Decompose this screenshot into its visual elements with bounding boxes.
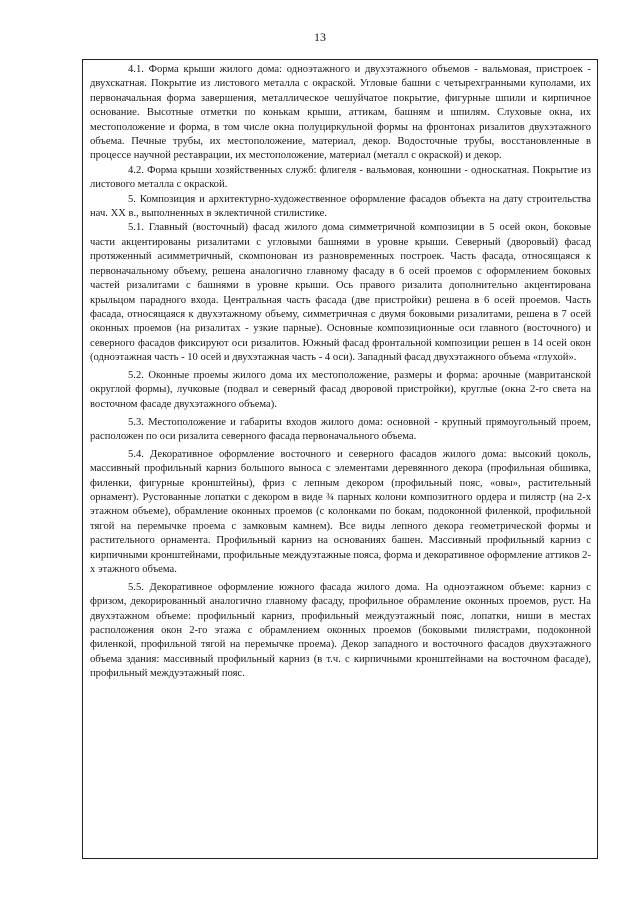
paragraph-roof-main-house: 4.1. Форма крыши жилого дома: одноэтажного и двухэтажного объемов - вальмовая, пристроек - двухскатная. Покрытие из листового металла с окраской. Угловые башни с четырехгранными куполами, их первоначальная форма завершения, металлическое чешуйчатое покрытие, фигурные шпили и кирпичное основание. Высотные отметки по конькам крыши, аттикам, башням и шпилям. Слуховые окна, их местоположение и форма, в том числе окна полуциркульной формы на фронтонах ризалитов двухэтажного объема. Печные трубы, их местоположение, материал, декор. Водосточные трубы, восстановленные в процессе научной реставрации, их местоположение, материал (металл с окраской) и декор.: [90, 64, 591, 162]
paragraph-main-facade: 5.1. Главный (восточный) фасад жилого дома симметричной композиции в 5 осей окон, боковые части акцентированы ризалитами с угловыми башнями в уровне крыши. Северный (дворовый) фасад протяженный асимметричный, скомпонован из разновременных построек. Часть фасада, относящаяся к первоначальному объему, решена аналогично главному фасаду в 6 осей проемов с оформлением боковых частей ризалитами с башнями в уровне крыши. Ось правого ризалита дополнительно акцентирована крыльцом парадного входа. Центральная часть фасада (две пристройки) решена в 6 осей проемов. Часть фасада, относящаяся к двухэтажному объему, симметричная с двумя боковыми ризалитами, решена в 7 осей оконных проемов (на ризалитах - узкие парные). Основные композиционные оси главного (восточного) и северного фасадов фиксируют оси ризалитов. Южный фасад фронтальной композиции решен в 14 осей окон (одноэтажная часть - 10 осей и двухэтажная часть - 4 оси). Западный фасад двухэтажного объема «глухой».: [90, 222, 591, 364]
paragraph-facades-composition: 5. Композиция и архитектурно-художественное оформление фасадов объекта на дату строительства нач. XX в., выполненных в эклектичной стилистике.: [90, 193, 591, 220]
paragraph-south-facade-decor: 5.5. Декоративное оформление южного фасада жилого дома. На одноэтажном объеме: карниз с фризом, декорированный аналогично главному фасаду, профильное обрамление оконных проемов, руст. На двухэтажном объеме: профильный карниз, профильный междуэтажный пояс, лопатки, ниши в местах расположения окон 2-го этажа с обрамлением оконных проемов (боковыми пилястрами, подоконной филенкой, профильной тягой на перемычке проема). Декор западного и восточного фасадов двухэтажного объема здания: массивный профильный карниз (в т.ч. с кирпичными кронштейнами на восточном фасаде), профильный междуэтажный пояс.: [90, 581, 591, 680]
paragraph-entrances: 5.3. Местоположение и габариты входов жилого дома: основной - крупный прямоугольный проем, расположен по оси ризалита северного фасада первоначального объема.: [90, 416, 591, 442]
document-body: [90, 63, 591, 685]
paragraph-roof-outbuildings: 4.2. Форма крыши хозяйственных служб: флигеля - вальмовая, конюшни - односкатная. Покрытие из листового металла с окраской.: [90, 164, 591, 191]
paragraph-east-north-decor: 5.4. Декоративное оформление восточного и северного фасадов жилого дома: высокий цоколь, массивный профильный карниз большого выноса с элементами деревянного декора (профильная обшивка, филенки, фигурные кронштейны), фриз с лепным декором (профильный пояс, «овы», растительный орнамент). Рустованные лопатки с декором в виде ¾ парных колони композитного ордера и пилястр (на 2-х этажном объеме), обрамление оконных проемов (с колонками по бокам, подоконной филенкой, профильной тягой на перемычке проема с замковым камнем). Все виды лепного декора геометрической формы и растительного орнамента. Профильный карниз на основаниях башен. Массивный профильный карниз с кирпичными кронштейнами, профильные междуэтажные пояса, форма и декоративное оформление аттиков 2-х этажного объема.: [90, 448, 591, 575]
page-number: 13: [314, 30, 326, 44]
paragraph-window-openings: 5.2. Оконные проемы жилого дома их местоположение, размеры и форма: арочные (мавританской округлой формы), лучковые (подвал и северный фасад дворовой пристройки), круглые (окна 2-го света на восточном фасаде двухэтажного объема).: [90, 369, 591, 410]
